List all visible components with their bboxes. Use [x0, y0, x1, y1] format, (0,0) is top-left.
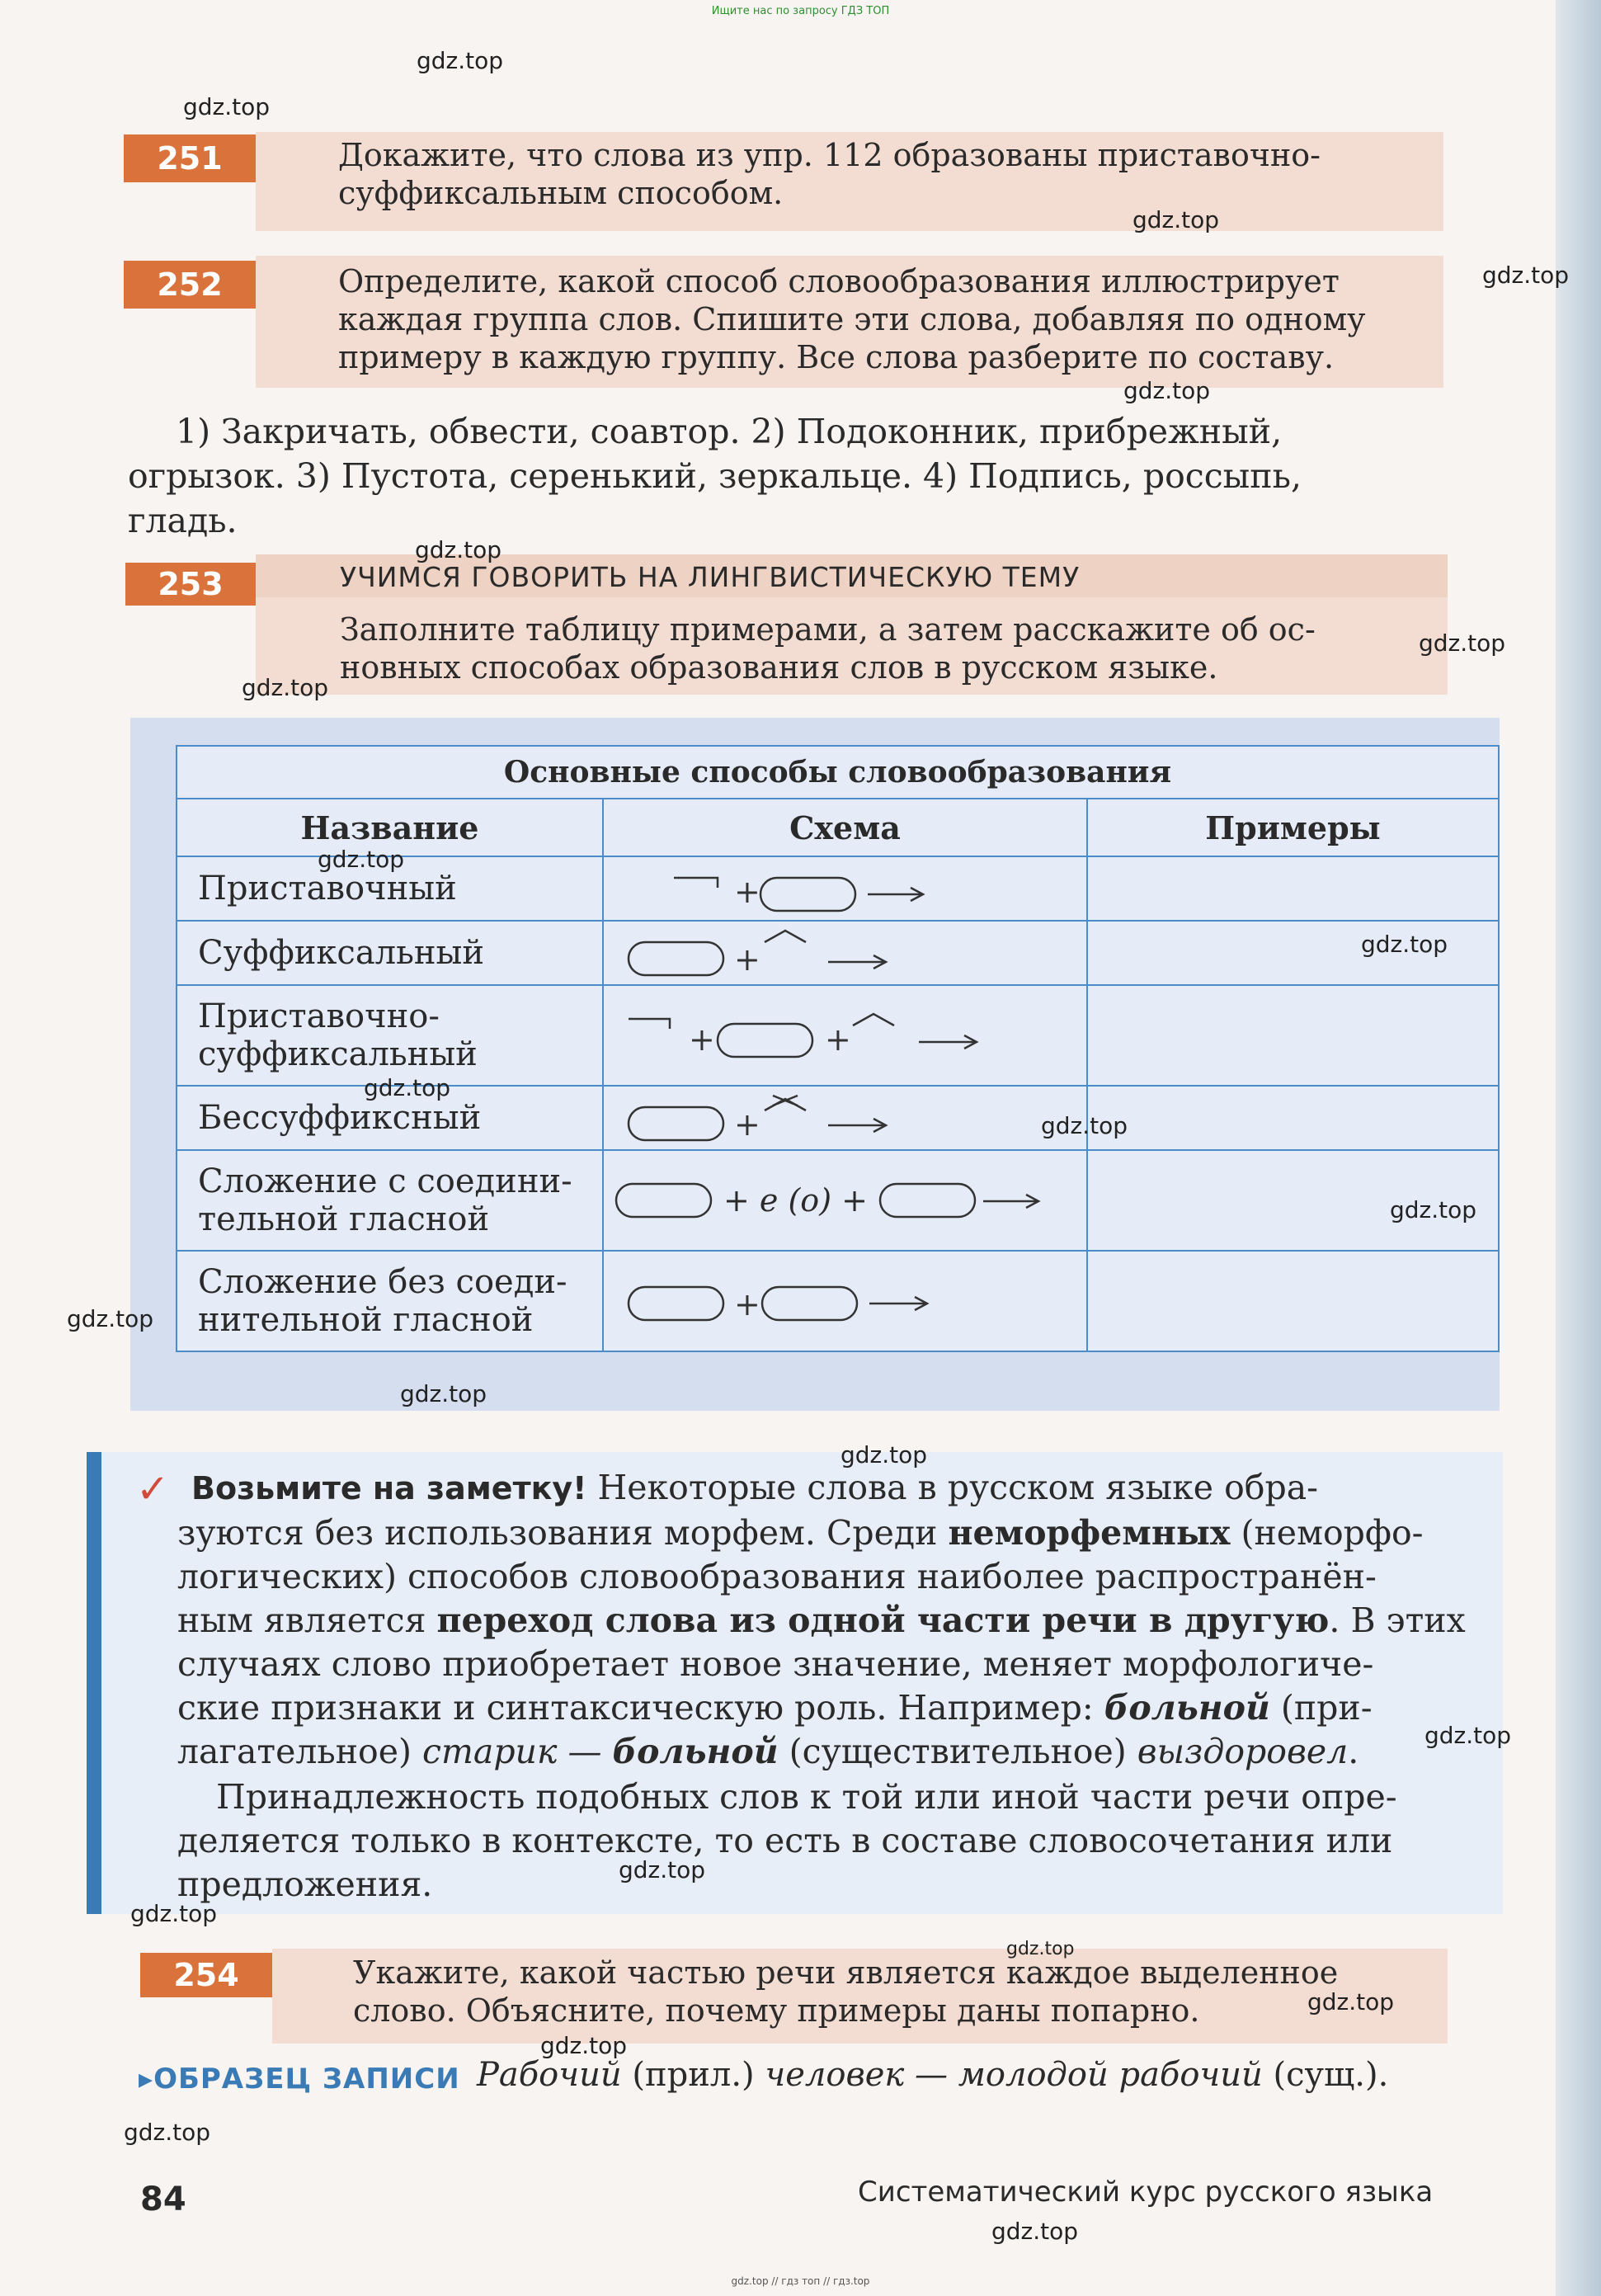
- table-row: [177, 1251, 1499, 1351]
- header-note: Ищите нас по запросу ГДЗ ТОП: [711, 5, 890, 17]
- task-252-line-3: примеру в каждую группу. Все слова разберите по составу.: [338, 339, 1335, 375]
- page-number: 84: [140, 2180, 186, 2218]
- watermark: gdz.top: [1390, 1196, 1477, 1223]
- watermark: gdz.top: [183, 93, 271, 120]
- watermark: gdz.top: [1123, 377, 1211, 404]
- watermark: gdz.top: [1132, 206, 1220, 233]
- note-term-nonmorphemic: неморфемных: [948, 1513, 1231, 1553]
- watermark: gdz.top: [67, 1305, 154, 1332]
- note-p2-line-2: деляется только в контексте, то есть в составе словосочетания или: [177, 1821, 1393, 1860]
- watermark: gdz.top: [619, 1856, 706, 1883]
- plus-sign: +: [734, 874, 760, 910]
- row-name-line-1: Суффиксальный: [198, 934, 485, 972]
- sample-phrase: человек — молодой рабочий: [765, 2056, 1263, 2094]
- watermark: gdz.top: [318, 846, 405, 873]
- watermark: gdz.top: [1361, 931, 1448, 958]
- sample-pos-2: (сущ.).: [1262, 2056, 1389, 2094]
- watermark: gdz.top: [1307, 1988, 1395, 2015]
- root-mark: [629, 1287, 723, 1320]
- scheme-suffixal: [603, 921, 1087, 985]
- task-253-number: 253: [125, 563, 256, 606]
- zero-cross-mark: [773, 1096, 798, 1106]
- row-name-line-2: тельной гласной: [198, 1200, 490, 1238]
- footer-note: gdz.top // гдз топ // гдз.top: [731, 2275, 870, 2287]
- sample-pos: (прил.): [621, 2056, 765, 2094]
- note-line-4: [177, 1599, 1466, 1642]
- table-header-examples: Примеры: [1087, 799, 1499, 856]
- prefix-mark: [674, 878, 718, 888]
- watermark: gdz.top: [1482, 262, 1570, 289]
- scheme-prefixal-suffixal-diagram: [612, 1002, 1057, 1068]
- task-253-line-1: Заполните таблицу примерами, а затем расскажите об ос-: [340, 611, 1316, 648]
- watermark: gdz.top: [415, 536, 502, 563]
- table-row: [177, 1150, 1499, 1251]
- course-title: Систематический курс русского языка: [858, 2176, 1434, 2209]
- row-name: [177, 921, 603, 985]
- note-example-verb: выздоровел: [1137, 1732, 1349, 1771]
- watermark: gdz.top: [991, 2218, 1079, 2245]
- scheme-prefixal-suffixal: [603, 985, 1087, 1086]
- note-line-6: [177, 1686, 1373, 1729]
- watermark: gdz.top: [1041, 1112, 1128, 1139]
- arrow-mark: [869, 1297, 927, 1310]
- task-251-line-1: Докажите, что слова из упр. 112 образованы приставочно-: [338, 137, 1321, 173]
- note-text: ские признаки и синтаксическую роль. Например:: [177, 1688, 1104, 1728]
- task-254-number: 254: [140, 1953, 272, 1997]
- note-text: . В этих: [1329, 1601, 1466, 1640]
- examples-cell: [1087, 1251, 1499, 1351]
- note-text: зуются без использования морфем. Среди: [177, 1513, 949, 1553]
- sample-word: Рабочий: [477, 2056, 622, 2094]
- note-line-1: [191, 1466, 1318, 1510]
- note-p2-line-3: предложения.: [177, 1865, 433, 1904]
- arrow-mark: [919, 1035, 977, 1049]
- table-row: [177, 921, 1499, 985]
- task-252-words-line-3: гладь.: [128, 501, 238, 540]
- watermark: gdz.top: [130, 1900, 218, 1927]
- page-edge-shade: [1556, 0, 1601, 2296]
- note-p2-line-1: Принадлежность подобных слов к той или иной части речи опре-: [216, 1777, 1397, 1817]
- scheme-compound-no-vowel: [603, 1251, 1087, 1351]
- sample-label: ▸ОБРАЗЕЦ ЗАПИСИ: [139, 2063, 460, 2096]
- root-mark: [629, 942, 723, 975]
- note-example-adjective: больной: [1104, 1688, 1270, 1728]
- task-252-words-line-2: огрызок. 3) Пустота, серенький, зеркальце. 4) Подпись, россыпь,: [128, 456, 1302, 496]
- row-name: [177, 1251, 603, 1351]
- row-name-line-1: Приставочный: [198, 870, 457, 908]
- note-text: ным является: [177, 1601, 437, 1640]
- arrow-mark: [828, 955, 886, 969]
- plus-sign: +: [734, 941, 760, 978]
- note-line-5: случаях слово приобретает новое значение, меняет морфологиче-: [177, 1644, 1374, 1684]
- plus-sign: +: [734, 1106, 760, 1143]
- suffix-mark: [853, 1014, 894, 1025]
- task-252-words-line-1: 1) Закричать, обвести, соавтор. 2) Подоконник, прибрежный,: [176, 412, 1283, 451]
- task-252-line-1: Определите, какой способ словообразования иллюстрирует: [338, 263, 1340, 299]
- scheme-compound-vowel-row: [612, 1180, 1078, 1221]
- table-header-name: Название: [177, 799, 603, 856]
- watermark: gdz.top: [400, 1380, 487, 1407]
- note-text: лагательное): [177, 1732, 423, 1771]
- task-252-number: 252: [124, 261, 256, 309]
- scheme-prefixal: [603, 856, 1087, 921]
- scheme-compound-vowel: [603, 1150, 1087, 1251]
- root-mark: [629, 1107, 723, 1140]
- table-row: [177, 985, 1499, 1086]
- row-name-line-1: Приставочно-: [198, 997, 440, 1035]
- table-caption: Основные способы словообразования: [177, 746, 1499, 799]
- scheme-compound-no-vowel-diagram: [612, 1272, 1057, 1330]
- row-name-line-1: Сложение без соеди-: [198, 1263, 567, 1301]
- note-line-3: логических) способов словообразования наиболее распространён-: [177, 1557, 1377, 1596]
- row-name-line-2: нительной гласной: [198, 1301, 534, 1339]
- task-251-number: 251: [124, 134, 256, 182]
- note-title: Возьмите на заметку!: [191, 1470, 587, 1506]
- watermark: gdz.top: [364, 1074, 451, 1101]
- row-name: [177, 985, 603, 1086]
- connector-text: + е (о) +: [723, 1182, 868, 1219]
- note-text: (при-: [1269, 1688, 1373, 1728]
- watermark: gdz.top: [841, 1441, 928, 1469]
- task-253-line-2: новных способах образования слов в русском языке.: [340, 649, 1218, 686]
- watermark: gdz.top: [417, 47, 504, 74]
- arrow-mark: [868, 888, 923, 901]
- root-mark: [612, 1180, 715, 1221]
- watermark: gdz.top: [1419, 629, 1506, 657]
- plus-sign: +: [689, 1021, 715, 1058]
- scheme-zero-suffix: [603, 1086, 1087, 1150]
- check-icon: ✓: [136, 1466, 170, 1512]
- watermark: gdz.top: [124, 2119, 211, 2146]
- watermark: gdz.top: [1424, 1722, 1512, 1749]
- watermark: gdz.top: [540, 2032, 628, 2059]
- row-name-line-2: суффиксальный: [198, 1035, 478, 1073]
- scheme-zero-suffix-diagram: [612, 1089, 1057, 1147]
- examples-cell: [1087, 856, 1499, 921]
- examples-cell: [1087, 1086, 1499, 1150]
- task-254-line-2: слово. Объясните, почему примеры даны попарно.: [353, 1992, 1200, 2029]
- task-254-line-1: Укажите, какой частью речи является каждое выделенное: [353, 1954, 1339, 1991]
- note-text: (существительное): [778, 1732, 1137, 1771]
- root-mark-2: [762, 1287, 857, 1320]
- word-formation-table: [176, 745, 1500, 1352]
- table-header-scheme: Схема: [603, 799, 1087, 856]
- note-line-7: [177, 1730, 1358, 1773]
- task-251-line-2: суффиксальным способом.: [338, 175, 784, 211]
- task-253-heading: УЧИМСЯ ГОВОРИТЬ НА ЛИНГВИСТИЧЕСКУЮ ТЕМУ: [340, 561, 1081, 593]
- task-252-line-2: каждая группа слов. Спишите эти слова, добавляя по одному: [338, 301, 1366, 337]
- suffix-mark: [765, 931, 806, 942]
- note-example-noun: больной: [612, 1732, 779, 1771]
- arrow-mark: [828, 1119, 886, 1132]
- note-text: (неморфо-: [1230, 1513, 1424, 1553]
- root-arrow-mark: [876, 1180, 1041, 1221]
- prefix-mark: [629, 1019, 670, 1029]
- note-stripe: [87, 1452, 101, 1914]
- row-name-line-1: Бессуффиксный: [198, 1099, 482, 1137]
- root-mark: [718, 1024, 812, 1057]
- plus-sign: +: [825, 1021, 851, 1058]
- sample-text: [477, 2056, 1388, 2094]
- row-name-line-1: Сложение с соедини-: [198, 1162, 572, 1200]
- note-example-noun-1: старик —: [422, 1732, 602, 1771]
- watermark: gdz.top: [242, 674, 329, 701]
- note-term-conversion: переход слова из одной части речи в другую: [436, 1601, 1330, 1640]
- examples-cell: [1087, 985, 1499, 1086]
- row-name: [177, 1150, 603, 1251]
- note-text: Некоторые слова в русском языке обра-: [586, 1468, 1318, 1507]
- scheme-suffixal-diagram: [612, 924, 1057, 982]
- plus-sign: +: [734, 1286, 760, 1322]
- note-text: .: [1348, 1732, 1359, 1771]
- note-line-2: [177, 1511, 1424, 1554]
- scheme-prefixal-diagram: [612, 860, 1057, 917]
- root-mark: [760, 878, 855, 911]
- watermark: gdz.top: [1006, 1939, 1075, 1959]
- note-space: [601, 1732, 612, 1771]
